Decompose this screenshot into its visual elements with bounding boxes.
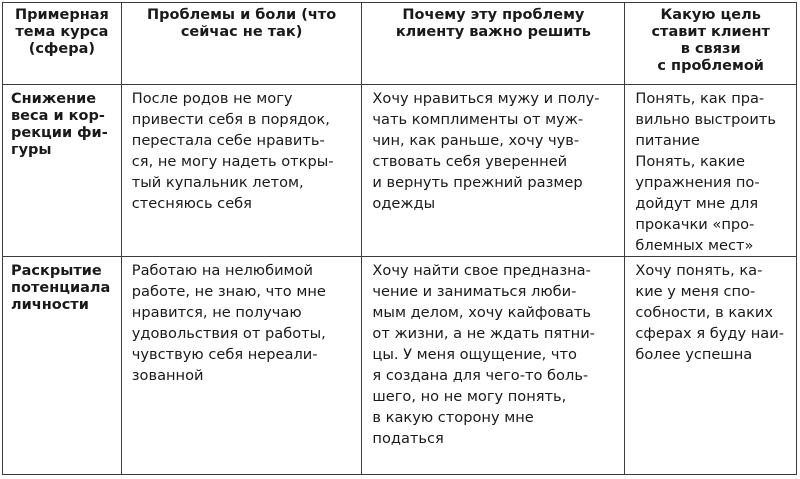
- header-topic: Примерная тема курса (сфера): [3, 3, 122, 85]
- topic-cell: Снижение веса и кор- рекции фи- гуры: [3, 85, 122, 257]
- course-topic-table: [2, 2, 797, 475]
- header-why: Почему эту проблему клиенту важно решить: [362, 3, 625, 85]
- header-pains: Проблемы и боли (что сейчас не так): [121, 3, 362, 85]
- header-row: [3, 3, 797, 85]
- pains-cell: После родов не могу привести себя в порядок, перестала себе нравить- ся, не могу надеть откры- тый купальник летом, стесняюсь себя: [121, 85, 362, 257]
- table-row: [3, 85, 797, 257]
- table-row: [3, 257, 797, 475]
- pains-cell: Работаю на нелюбимой работе, не знаю, что мне нравится, не получаю удовольствия от работы, чувствую себя нереали- зованной: [121, 257, 362, 475]
- why-cell: Хочу нравиться мужу и полу- чать комплименты от муж- чин, как раньше, хочу чув- ствовать себя уверенней и вернуть прежний размер одежды: [362, 85, 625, 257]
- why-cell: Хочу найти свое предназна- чение и заниматься люби- мым делом, хочу кайфовать от жизни, а не ждать пятни- цы. У меня ощущение, что я создана для чего-то боль- шего, но не могу понять, в какую сторону мне податься: [362, 257, 625, 475]
- goal-cell: Хочу понять, ка- кие у меня спо- собности, в каких сферах я буду наи- более успешна: [625, 257, 797, 475]
- goal-cell: Понять, как пра- вильно выстроить питание Понять, какие упражнения по- дойдут мне для прокачки «про- блемных мест»: [625, 85, 797, 257]
- header-goal: Какую цель ставит клиент в связи с проблемой: [625, 3, 797, 85]
- topic-cell: Раскрытие потенциала личности: [3, 257, 122, 475]
